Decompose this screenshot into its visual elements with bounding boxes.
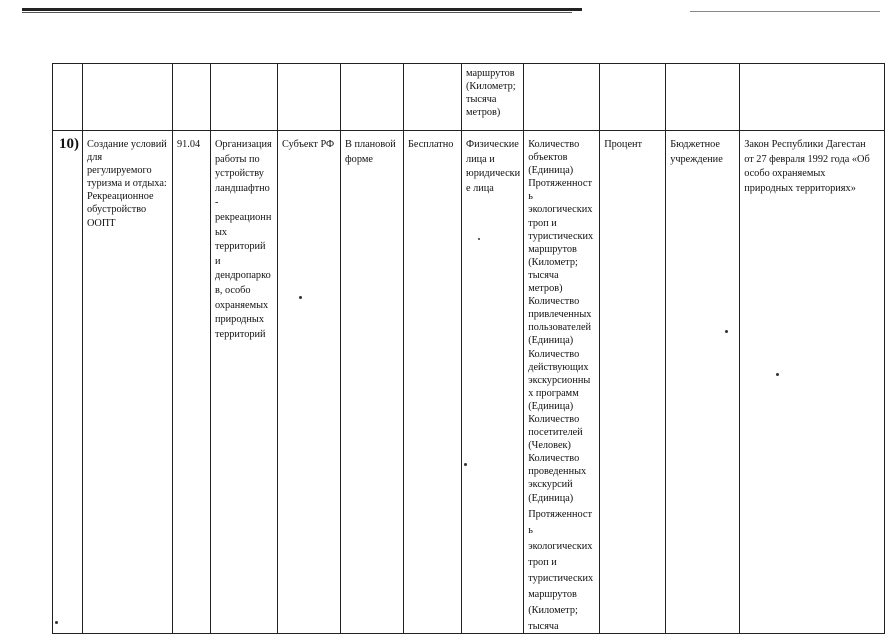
form-cell: В плановой форме xyxy=(341,131,404,634)
payment-cell: Бесплатно xyxy=(404,131,462,634)
institution-cell: Бюджетное учреждение xyxy=(666,131,740,634)
row-number: 10) xyxy=(53,131,83,634)
indicators-cell: маршрутов (Километр; тысяча метров) xyxy=(462,64,524,131)
scan-speck xyxy=(478,238,480,240)
scan-speck xyxy=(55,621,58,624)
recipients-cell: Физические лица и юридически е лица xyxy=(462,131,524,634)
registry-table xyxy=(52,63,885,634)
subject-cell: Субъект РФ xyxy=(278,131,341,634)
scan-speck xyxy=(725,330,728,333)
scan-speck xyxy=(464,463,467,466)
scan-speck xyxy=(776,373,779,376)
unit-cell: Процент xyxy=(600,131,666,634)
table-row xyxy=(53,64,885,131)
service-name-cell: Создание условий для регулируемого туризма и отдыха: Рекреационное обустройство ООПТ xyxy=(83,131,173,634)
indicators-cell: Количество объектов (Единица) Протяженност ь экологических троп и туристических маршрутов (Километр; тысяча метров) Количество привлеченных пользователей (Единица) Количество действующих экскурсионны х программ (Единица) Количество посетителей (Человек) Количество проведенных экскурсий (Единица) Протяженност ь экологических троп и туристических маршрутов (Километр; тысяча xyxy=(524,131,600,634)
work-name-cell: Организация работы по устройству ландшафтно - рекреационн ых территорий и дендропарко в, особо охраняемых природных территорий xyxy=(211,131,278,634)
code-cell: 91.04 xyxy=(173,131,211,634)
scan-speck xyxy=(299,296,302,299)
table-row xyxy=(53,131,885,634)
scan-edge-line xyxy=(690,11,880,12)
scan-edge-line xyxy=(22,12,572,13)
scan-edge-line xyxy=(22,8,582,11)
law-cell: Закон Республики Дагестан от 27 февраля 1992 года «Об особо охраняемых природных территориях» xyxy=(740,131,885,634)
